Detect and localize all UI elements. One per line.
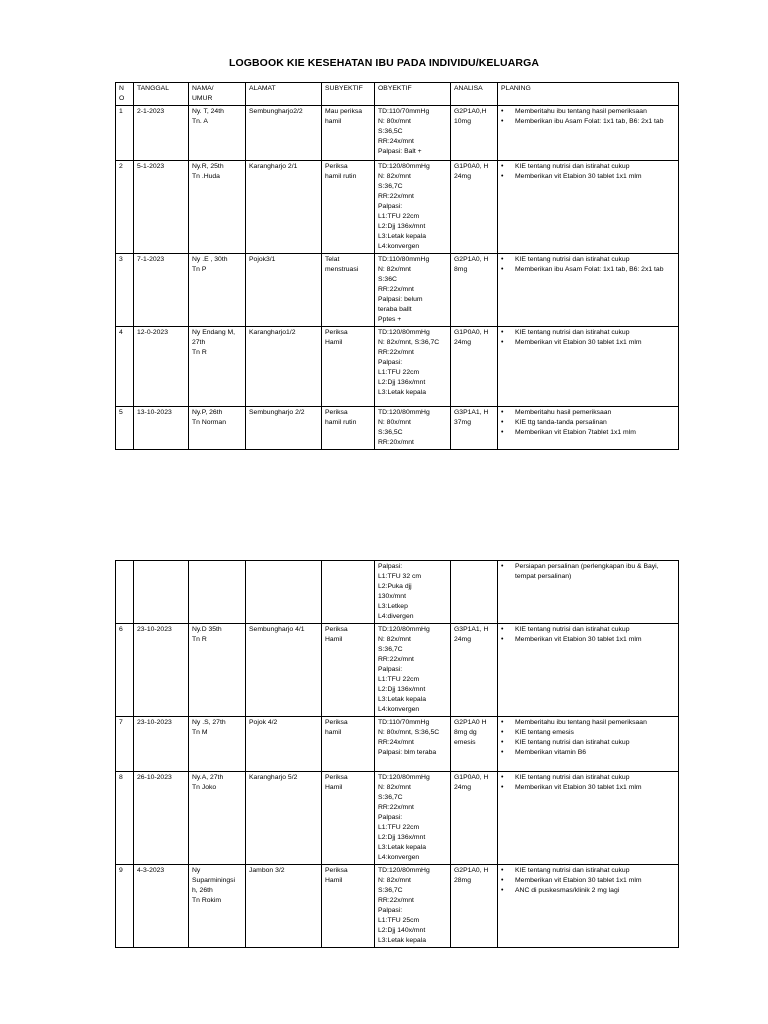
cell-obyektif: TD:110/80mmHg N: 82x/mnt S:36C RR:22x/mnt Palpasi: belum teraba ballt Pptes +: [375, 254, 451, 327]
cell-planing: [498, 561, 679, 624]
table-row: [116, 717, 679, 772]
cell-analisa: G2P1A0, H 8mg: [451, 254, 498, 327]
cell-obyektif: TD:120/80mmHg N: 82x/mnt S:36,7C RR:22x/mnt Palpasi: L1:TFU 22cm L2:Djj 136x/mnt L3:Letak kepala L4:konvergen: [375, 624, 451, 717]
cell-subyektif: Periksa hamil rutin: [322, 407, 375, 450]
cell-nama: Ny.D 35th Tn R: [189, 624, 246, 717]
planing-item: • Memberikan vit Etabion 7tablet 1x1 mlm: [501, 428, 675, 438]
table-row: [116, 254, 679, 327]
planing-list: [501, 328, 675, 348]
cell-obyektif: TD:120/80mmHg N: 82x/mnt S:36,7C RR:22x/mnt Palpasi: L1:TFU 22cm L2:Djj 136x/mnt L3:Letak kepala L4:konvergen: [375, 161, 451, 254]
planing-list: [501, 255, 675, 275]
cell-nama: Ny Suparminingsi h, 26th Tn Rokim: [189, 865, 246, 948]
cell-planing: [498, 106, 679, 161]
cell-nama: Ny .E , 30th Tn P: [189, 254, 246, 327]
cell-nama: [189, 561, 246, 624]
cell-planing: [498, 624, 679, 717]
cell-no: 1: [116, 106, 134, 161]
planing-item: • Memberikan vitamin B6: [501, 748, 675, 758]
cell-subyektif: Periksa hamil rutin: [322, 161, 375, 254]
planing-list: [501, 773, 675, 793]
cell-no: 9: [116, 865, 134, 948]
cell-alamat: Sembungharjo 4/1: [246, 624, 322, 717]
header-alamat: ALAMAT: [246, 83, 322, 106]
cell-subyektif: Periksa Hamil: [322, 327, 375, 407]
table-header-row: [116, 83, 679, 106]
table-row: [116, 772, 679, 865]
planing-item: • ANC di puskesmas/klinik 2 mg lagi: [501, 886, 675, 896]
header-tanggal: TANGGAL: [134, 83, 189, 106]
cell-alamat: Karangharjo1/2: [246, 327, 322, 407]
planing-item: • Memberikan vit Etabion 30 tablet 1x1 mlm: [501, 635, 675, 645]
cell-alamat: Karangharjo 5/2: [246, 772, 322, 865]
planing-list: [501, 107, 675, 127]
table-row: [116, 407, 679, 450]
cell-analisa: G2P1A0 H 8mg dg emesis: [451, 717, 498, 772]
cell-alamat: [246, 561, 322, 624]
table-row: [116, 161, 679, 254]
cell-analisa: [451, 561, 498, 624]
planing-item: • KIE tentang nutrisi dan istirahat cukup: [501, 625, 675, 635]
cell-tanggal: 5-1-2023: [134, 161, 189, 254]
cell-tanggal: 4-3-2023: [134, 865, 189, 948]
cell-tanggal: 7-1-2023: [134, 254, 189, 327]
cell-obyektif: TD:120/80mmHg N: 82x/mnt S:36,7C RR:22x/mnt Palpasi: L1:TFU 25cm L2:Djj 140x/mnt L3:Letak kepala: [375, 865, 451, 948]
cell-no: 5: [116, 407, 134, 450]
header-subyektif: SUBYEKTIF: [322, 83, 375, 106]
header-planing: PLANING: [498, 83, 679, 106]
cell-subyektif: Periksa Hamil: [322, 772, 375, 865]
cell-planing: [498, 772, 679, 865]
cell-subyektif: Mau periksa hamil: [322, 106, 375, 161]
cell-obyektif: Palpasi: L1:TFU 32 cm L2:Puka djj 130x/mnt L3:Letkep L4:divergen: [375, 561, 451, 624]
cell-subyektif: Periksa Hamil: [322, 624, 375, 717]
cell-no: 3: [116, 254, 134, 327]
cell-analisa: G2P1A0,H 10mg: [451, 106, 498, 161]
cell-subyektif: [322, 561, 375, 624]
header-analisa: ANALISA: [451, 83, 498, 106]
planing-list: [501, 718, 675, 758]
cell-nama: Ny Endang M, 27th Tn R: [189, 327, 246, 407]
cell-no: 4: [116, 327, 134, 407]
cell-nama: Ny .S, 27th Tn M: [189, 717, 246, 772]
cell-planing: [498, 254, 679, 327]
planing-item: • Memberikan vit Etabion 30 tablet 1x1 mlm: [501, 338, 675, 348]
cell-tanggal: 12-0-2023: [134, 327, 189, 407]
planing-item: • Persiapan persalinan (perlengkapan ibu & Bayi, tempat persalinan): [501, 562, 675, 582]
cell-nama: Ny.R, 25th Tn .Huda: [189, 161, 246, 254]
cell-obyektif: TD:110/70mmHg N: 80x/mnt S:36,5C RR:24x/mnt Palpasi: Balt +: [375, 106, 451, 161]
cell-planing: [498, 327, 679, 407]
planing-item: • Memberikan ibu Asam Folat: 1x1 tab, B6: 2x1 tab: [501, 265, 675, 275]
cell-planing: [498, 717, 679, 772]
cell-tanggal: 23-10-2023: [134, 624, 189, 717]
table-row: [116, 561, 679, 624]
cell-no: 2: [116, 161, 134, 254]
cell-no: 6: [116, 624, 134, 717]
planing-item: • Memberikan ibu Asam Folat: 1x1 tab, B6: 2x1 tab: [501, 117, 675, 127]
logbook-table-page-2: [115, 560, 679, 948]
planing-item: • KIE tentang nutrisi dan istirahat cukup: [501, 255, 675, 265]
cell-tanggal: 13-10-2023: [134, 407, 189, 450]
cell-planing: [498, 161, 679, 254]
cell-alamat: Jambon 3/2: [246, 865, 322, 948]
header-no: N O: [116, 83, 134, 106]
cell-nama: Ny.A, 27th Tn Joko: [189, 772, 246, 865]
cell-nama: Ny. T, 24th Tn. A: [189, 106, 246, 161]
planing-item: • Memberitahu ibu tentang hasil pemeriksaan: [501, 107, 675, 117]
planing-item: • Memberitahu ibu tentang hasil pemeriksaan: [501, 718, 675, 728]
table-row: [116, 327, 679, 407]
cell-subyektif: Periksa Hamil: [322, 865, 375, 948]
planing-item: • KIE tentang nutrisi dan istirahat cukup: [501, 328, 675, 338]
planing-item: • KIE ttg tanda-tanda persalinan: [501, 418, 675, 428]
planing-item: • KIE tentang nutrisi dan istirahat cukup: [501, 162, 675, 172]
cell-obyektif: TD:120/80mmHg N: 82x/mnt, S:36,7C RR:22x/mnt Palpasi: L1:TFU 22cm L2:Djj 136x/mnt L3:Letak kepala: [375, 327, 451, 407]
cell-subyektif: Telat menstruasi: [322, 254, 375, 327]
cell-alamat: Sembungharjo 2/2: [246, 407, 322, 450]
planing-list: [501, 625, 675, 645]
planing-list: [501, 162, 675, 182]
cell-analisa: G3P1A1, H 24mg: [451, 624, 498, 717]
planing-item: • Memberikan vit Etabion 30 tablet 1x1 mlm: [501, 172, 675, 182]
cell-analisa: G1P0A0, H 24mg: [451, 161, 498, 254]
cell-alamat: Pojok3/1: [246, 254, 322, 327]
cell-analisa: G1P0A0, H 24mg: [451, 772, 498, 865]
table-row: [116, 865, 679, 948]
table-row: [116, 106, 679, 161]
cell-tanggal: [134, 561, 189, 624]
cell-tanggal: 23-10-2023: [134, 717, 189, 772]
planing-list: [501, 408, 675, 438]
cell-no: 7: [116, 717, 134, 772]
cell-alamat: Pojok 4/2: [246, 717, 322, 772]
cell-obyektif: TD:120/80mmHg N: 80x/mnt S:36,5C RR:20x/mnt: [375, 407, 451, 450]
planing-item: • Memberikan vit Etabion 30 tablet 1x1 mlm: [501, 876, 675, 886]
cell-analisa: G2P1A0, H 28mg: [451, 865, 498, 948]
cell-planing: [498, 407, 679, 450]
cell-analisa: G1P0A0, H 24mg: [451, 327, 498, 407]
cell-subyektif: Periksa hamil: [322, 717, 375, 772]
cell-alamat: Karangharjo 2/1: [246, 161, 322, 254]
cell-obyektif: TD:120/80mmHg N: 82x/mnt S:36,7C RR:22x/mnt Palpasi: L1:TFU 22cm L2:Djj 136x/mnt L3:Letak kepala L4:konvergen: [375, 772, 451, 865]
logbook-table-page-1: [115, 82, 679, 450]
cell-analisa: G3P1A1, H 37mg: [451, 407, 498, 450]
cell-no: 8: [116, 772, 134, 865]
cell-planing: [498, 865, 679, 948]
document-title: LOGBOOK KIE KESEHATAN IBU PADA INDIVIDU/KELUARGA: [228, 57, 540, 69]
planing-item: • KIE tentang nutrisi dan istirahat cukup: [501, 866, 675, 876]
cell-obyektif: TD:110/70mmHg N: 80x/mnt, S:36,5C RR:24x/mnt Palpasi: blm teraba: [375, 717, 451, 772]
cell-tanggal: 2-1-2023: [134, 106, 189, 161]
header-nama: NAMA/ UMUR: [189, 83, 246, 106]
planing-item: • Memberitahu hasil pemeriksaan: [501, 408, 675, 418]
cell-no: [116, 561, 134, 624]
planing-item: • Memberikan vit Etabion 30 tablet 1x1 mlm: [501, 783, 675, 793]
planing-item: • KIE tentang nutrisi dan istirahat cukup: [501, 738, 675, 748]
planing-item: • KIE tentang nutrisi dan istirahat cukup: [501, 773, 675, 783]
cell-nama: Ny.P, 26th Tn Norman: [189, 407, 246, 450]
cell-tanggal: 26-10-2023: [134, 772, 189, 865]
planing-list: [501, 562, 675, 582]
planing-item: • KIE tentang emesis: [501, 728, 675, 738]
table-row: [116, 624, 679, 717]
planing-list: [501, 866, 675, 896]
header-obyektif: OBYEKTIF: [375, 83, 451, 106]
cell-alamat: Sembungharjo2/2: [246, 106, 322, 161]
